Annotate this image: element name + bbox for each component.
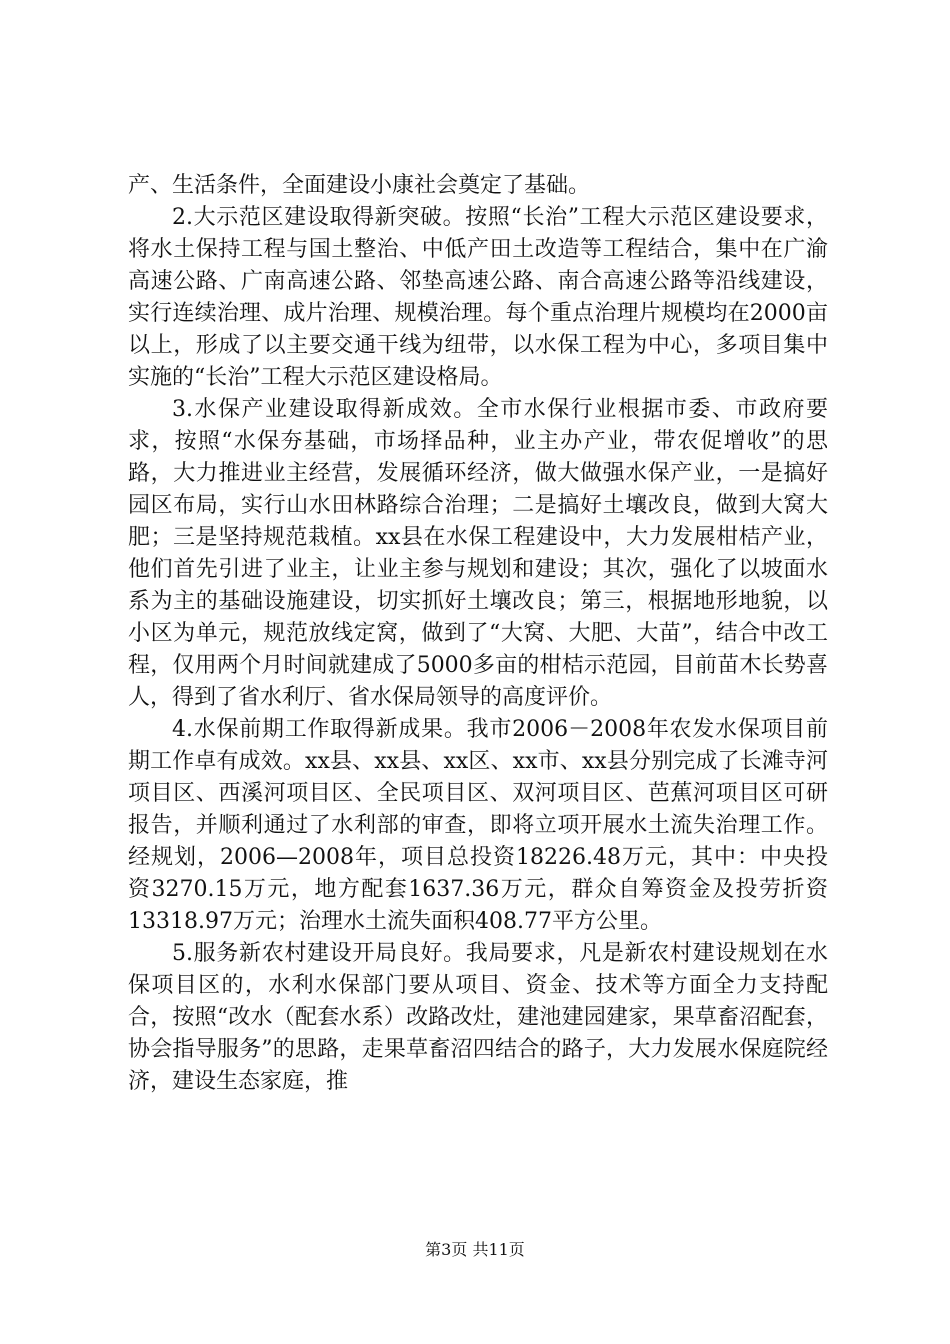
page-footer: 第3页 共11页 xyxy=(425,1240,525,1259)
paragraph-continuation: 产、生活条件，全面建设小康社会奠定了基础。 xyxy=(128,173,591,198)
paragraph-new-countryside: 5.服务新农村建设开局良好。我局要求，凡是新农村建设规划在水保项目区的，水利水保部门要从项目、资金、技术等方面全力支持配合，按照“改水（配套水系）改路改灶，建池建园建家，果草畜沼配套，协会指导服务”的思路，走果草畜沼四结合的路子，大力发展水保庭院经济，建设生态家庭，推 xyxy=(128,941,828,1094)
document-body xyxy=(128,170,828,1098)
paragraph-preliminary-work: 4.水保前期工作取得新成果。我市2006－2008年农发水保项目前期工作卓有成效。xx县、xx县、xx区、xx市、xx县分别完成了长滩寺河项目区、西溪河项目区、全民项目区、双河项目区、芭蕉河项目区可研报告，并顺利通过了水利部的审查，即将立项开展水土流失治理工作。经规划，2006—2008年，项目总投资18226.48万元，其中：中央投资3270.15万元，地方配套1637.36万元，群众自筹资金及投劳折资13318.97万元；治理水土流失面积408.77平方公里。 xyxy=(128,717,828,934)
paragraph-demo-zone: 2.大示范区建设取得新突破。按照“长治”工程大示范区建设要求，将水土保持工程与国土整治、中低产田土改造等工程结合，集中在广渝高速公路、广南高速公路、邻垫高速公路、南合高速公路等沿线建设，实行连续治理、成片治理、规模治理。每个重点治理片规模均在2000亩以上，形成了以主要交通干线为纽带，以水保工程为中心，多项目集中实施的“长治”工程大示范区建设格局。 xyxy=(128,205,828,390)
paragraph-industry: 3.水保产业建设取得新成效。全市水保行业根据市委、市政府要求，按照“水保夯基础，市场择品种，业主办产业，带农促增收”的思路，大力推进业主经营，发展循环经济，做大做强水保产业，一是搞好园区布局，实行山水田林路综合治理；二是搞好土壤改良，做到大窝大肥；三是坚持规范栽植。xx县在水保工程建设中，大力发展柑桔产业，他们首先引进了业主，让业主参与规划和建设；其次，强化了以坡面水系为主的基础设施建设，切实抓好土壤改良；第三，根据地形地貌，以小区为单元，规范放线定窝，做到了“大窝、大肥、大苗”，结合中改工程，仅用两个月时间就建成了5000多亩的柑桔示范园，目前苗木长势喜人，得到了省水利厅、省水保局领导的高度评价。 xyxy=(128,397,828,710)
